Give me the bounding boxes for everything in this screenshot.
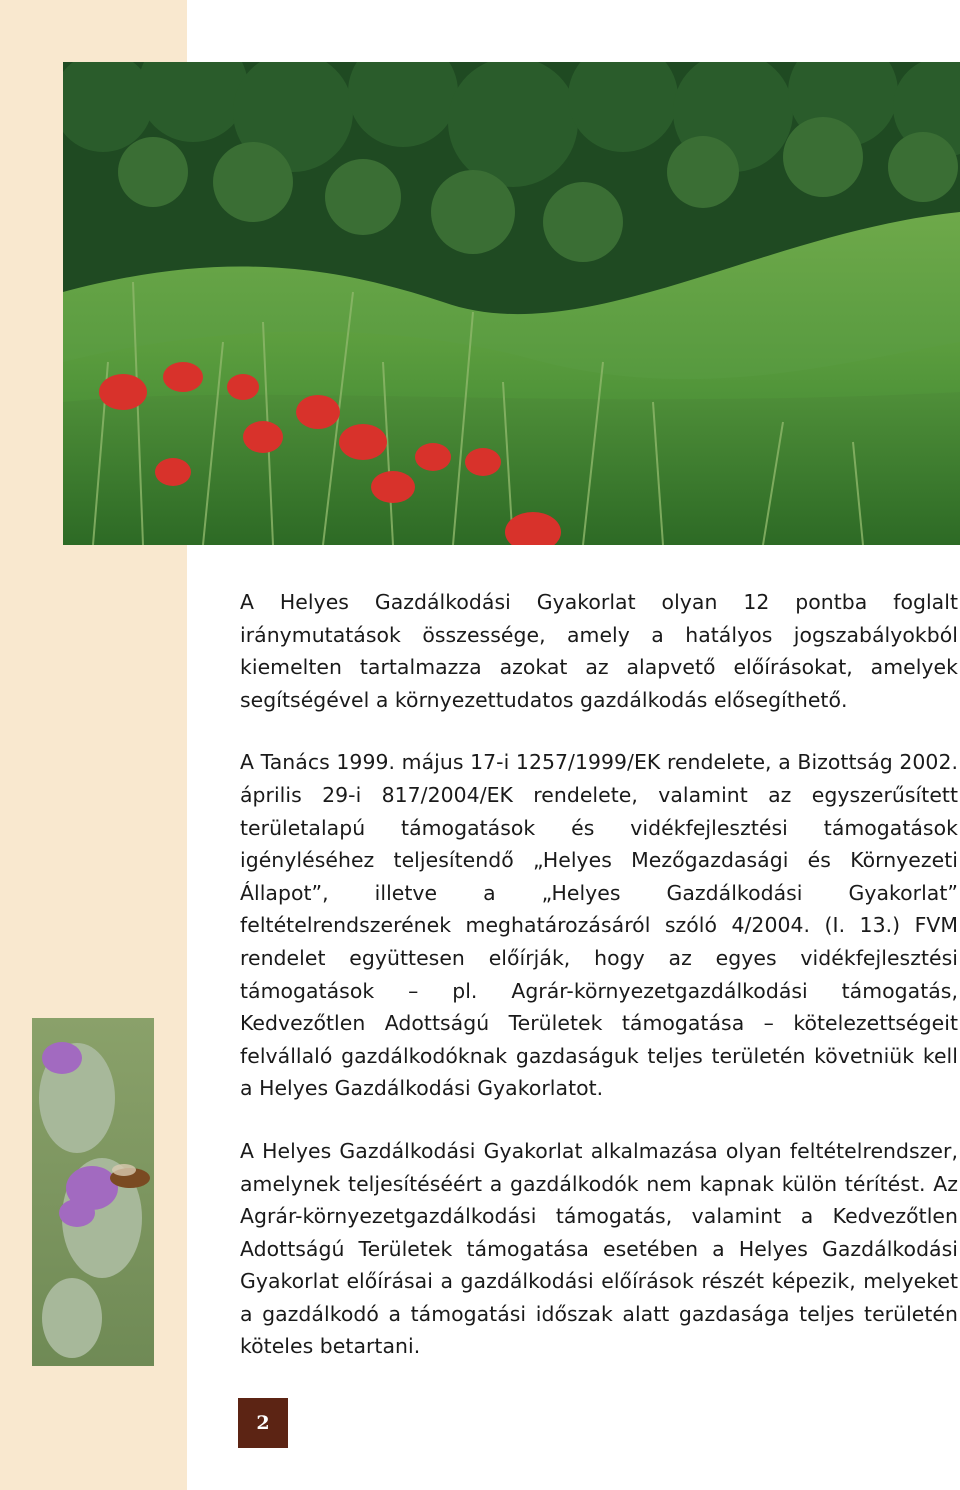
paragraph-1: A Helyes Gazdálkodási Gyakorlat olyan 12 pontba foglalt iránymutatások összessége, amely a hatályos jogszabályokból kiemelten tartalmazza azokat az alapvető előírásokat, amelyek segítségével a környezettudatos gazdálkodás elősegíthető. — [240, 590, 958, 712]
page-number-badge: 2 — [238, 1398, 288, 1448]
paragraph-2: A Tanács 1999. május 17-i 1257/1999/EK rendelete, a Bizottság 2002. április 29-i 817/2004/EK rendelete, valamint az egyszerűsített területalapú támogatások és vidékfejlesztési támogatások igényléséhez teljesítendő „Helyes Mezőgazdasági és Környezeti Állapot”, illetve a „Helyes Gazdálkodási Gyakorlat” feltételrendszerének meghatározásáról szóló 4/2004. (I. 13.) FVM rendelet együttesen előírják, hogy az egyes vidékfejlesztési támogatások – pl. Agrár-környezetgazdálkodási támogatás, Kedvezőtlen Adottságú Területek támogatása – kötelezettségeit felvállaló gazdálkodóknak gazdaságuk teljes területén követniük kell a Helyes Gazdálkodási Gyakorlatot. — [240, 750, 958, 1101]
paragraph-3: A Helyes Gazdálkodási Gyakorlat alkalmazása olyan feltételrendszer, amelynek teljesítéséért a gazdálkodók nem kapnak külön térítést. Az Agrár-környezetgazdálkodási támogatás, valamint a Kedvezőtlen Adottságú Területek támogatása esetében a Helyes Gazdálkodási Gyakorlat előírásai a gazdálkodási előírások részét képezik, melyeket a gazdálkodó a támogatási időszak alatt gazdasága teljes területén köteles betartani. — [240, 1138, 958, 1359]
body-text — [240, 586, 958, 1363]
landscape-photo-graphic — [63, 62, 960, 545]
thistle-bee-photo-graphic — [32, 1018, 154, 1366]
landscape-photo — [63, 62, 960, 545]
thistle-bee-photo — [32, 1018, 154, 1366]
